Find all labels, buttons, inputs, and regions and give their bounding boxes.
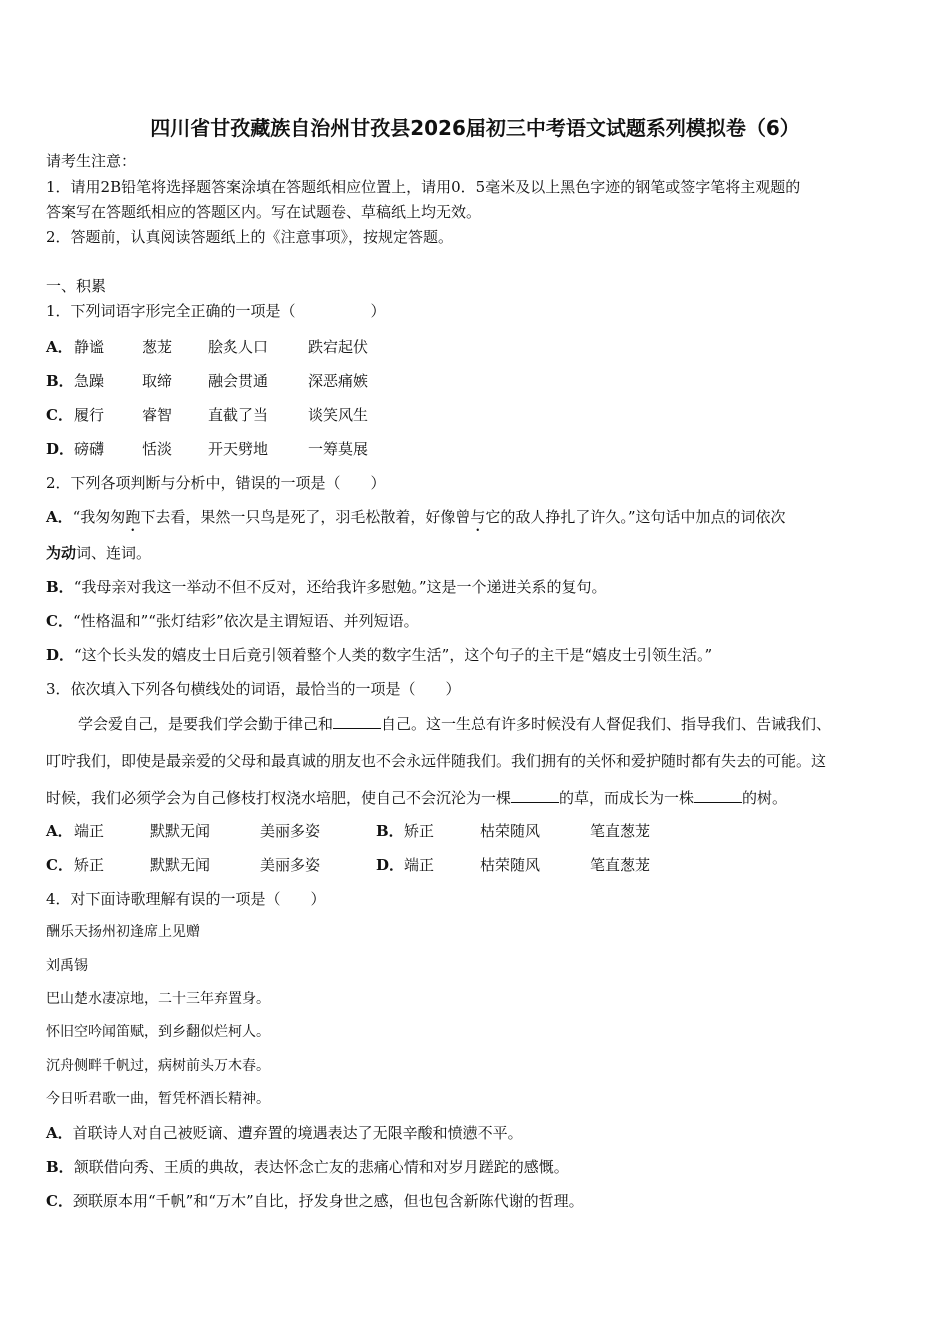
passage-text: 时候，我们必须学会为自己修枝打杈浇水培肥，使自己不会沉沦为一棵 xyxy=(46,789,512,807)
page-title: 四川省甘孜藏族自治州甘孜县2026届初三中考语文试题系列模拟卷（6） xyxy=(150,116,800,140)
option-word: 谈笑风生 xyxy=(308,406,369,424)
option-text: “我匆匆 xyxy=(72,508,126,526)
option-word: 笔直葱茏 xyxy=(590,822,651,840)
option-word: 默默无闻 xyxy=(150,822,211,840)
option-label: D． xyxy=(46,646,75,664)
poem-line-2: 怀旧空吟闻笛赋，到乡翻似烂柯人。 xyxy=(46,1024,270,1040)
passage-text: 学会爱自己，是要我们学会勤于律己和 xyxy=(78,715,334,733)
q2-option-c[interactable] xyxy=(46,611,908,631)
fill-blank[interactable] xyxy=(333,714,381,729)
poem-title: 酬乐天扬州初逢席上见赠 xyxy=(46,924,200,940)
option-label: B． xyxy=(46,372,74,390)
option-text: 它的敌人挣扎了许久。”这句话中加点的词依次 xyxy=(485,508,786,526)
notice-item-1-cont: 答案写在答题纸相应的答题区内。写在试题卷、草稿纸上均无效。 xyxy=(46,203,482,221)
option-word: 睿智 xyxy=(142,406,173,424)
q3-passage-line-3 xyxy=(46,788,908,808)
option-word: 跌宕起伏 xyxy=(308,338,369,356)
notice-heading: 请考生注意： xyxy=(46,152,137,170)
question-1-stem: 1．下列词语字形完全正确的一项是（ ） xyxy=(46,302,386,320)
option-label: B． xyxy=(46,578,74,596)
option-word: 恬淡 xyxy=(142,440,173,458)
q2-option-b[interactable] xyxy=(46,577,908,597)
q4-option-a[interactable] xyxy=(46,1123,908,1143)
option-label: B． xyxy=(376,822,404,840)
q3-options-row-2 xyxy=(46,855,908,875)
option-word: 矫正 xyxy=(404,822,435,840)
notice-item-1: 1．请用2B铅笔将选择题答案涂填在答题纸相应位置上，请用0．5毫米及以上黑色字迹的钢笔或签字笔将主观题的 xyxy=(46,178,801,196)
q1-option-d[interactable] xyxy=(46,439,908,459)
notice-item-2: 2．答题前，认真阅读答题纸上的《注意事项》，按规定答题。 xyxy=(46,228,454,246)
q3-option-d[interactable] xyxy=(376,855,650,875)
option-text: 词、连词。 xyxy=(76,544,152,562)
option-label: A． xyxy=(46,508,73,526)
q3-passage-line-1 xyxy=(46,714,908,734)
q2-option-d[interactable] xyxy=(46,645,908,665)
q3-option-b[interactable] xyxy=(376,821,650,841)
option-word: 一筹莫展 xyxy=(308,440,369,458)
dotted-word: 跑 xyxy=(125,508,141,526)
question-3-stem: 3．依次填入下列各句横线处的词语，最恰当的一项是（ ） xyxy=(46,680,461,698)
option-label: C． xyxy=(46,856,73,874)
option-word: 深恶痛嫉 xyxy=(308,372,369,390)
option-word: 枯荣随风 xyxy=(480,822,541,840)
option-word: 葱茏 xyxy=(142,338,173,356)
option-word: 磅礴 xyxy=(74,440,105,458)
question-2-stem: 2．下列各项判断与分析中，错误的一项是（ ） xyxy=(46,474,386,492)
passage-text: 的树。 xyxy=(742,789,788,807)
poem-line-3: 沉舟侧畔千帆过，病树前头万木春。 xyxy=(46,1058,270,1074)
option-word: 履行 xyxy=(74,406,105,424)
poem-line-1: 巴山楚水凄凉地，二十三年弃置身。 xyxy=(46,991,270,1007)
option-label: C． xyxy=(46,1192,73,1210)
passage-text: 的草，而成长为一株 xyxy=(559,789,695,807)
option-word: 美丽多姿 xyxy=(260,856,321,874)
option-word: 端正 xyxy=(74,822,105,840)
q3-passage-line-2: 叮咛我们，即使是最亲爱的父母和最真诚的朋友也不会永远伴随我们。我们拥有的关怀和爱护随时都有失去的可能。这 xyxy=(46,752,827,770)
option-label: A． xyxy=(46,1124,73,1142)
option-word: 美丽多姿 xyxy=(260,822,321,840)
option-word: 融会贯通 xyxy=(208,372,269,390)
option-word: 枯荣随风 xyxy=(480,856,541,874)
question-4-stem: 4．对下面诗歌理解有误的一项是（ ） xyxy=(46,890,326,908)
q4-option-b[interactable] xyxy=(46,1157,908,1177)
option-word: 静谧 xyxy=(74,338,105,356)
option-text: 首联诗人对自己被贬谪、遭弃置的境遇表达了无限辛酸和愤懑不平。 xyxy=(72,1124,523,1142)
q2-option-a-cont xyxy=(46,543,908,563)
option-word: 急躁 xyxy=(74,372,105,390)
option-label: D． xyxy=(376,856,405,874)
option-label: A． xyxy=(46,822,73,840)
option-text: “这个长头发的嬉皮士日后竟引领着整个人类的数字生活”，这个句子的主干是“嬉皮士引领生活。” xyxy=(74,646,713,664)
fill-blank[interactable] xyxy=(511,788,559,803)
option-label: A． xyxy=(46,338,73,356)
option-label: 为动 xyxy=(46,544,77,562)
option-text: 颔联借向秀、王质的典故，表达怀念亡友的悲痛心情和对岁月蹉跎的感慨。 xyxy=(73,1158,569,1176)
section-heading: 一、积累 xyxy=(46,277,107,295)
option-text: 颈联原本用“千帆”和“万木”自比，抒发身世之感，但也包含新陈代谢的哲理。 xyxy=(72,1192,584,1210)
option-word: 默默无闻 xyxy=(150,856,211,874)
dotted-word: 与 xyxy=(470,508,486,526)
q1-option-a[interactable] xyxy=(46,337,908,357)
option-text: “我母亲对我这一举动不但不反对，还给我许多慰勉。”这是一个递进关系的复句。 xyxy=(73,578,607,596)
option-word: 脍炙人口 xyxy=(208,338,269,356)
option-text: 下去看，果然一只鸟是死了，羽毛松散着，好像曾 xyxy=(140,508,471,526)
option-word: 直截了当 xyxy=(208,406,269,424)
option-word: 矫正 xyxy=(74,856,105,874)
option-word: 笔直葱茏 xyxy=(590,856,651,874)
fill-blank[interactable] xyxy=(694,788,742,803)
option-label: B． xyxy=(46,1158,74,1176)
q3-option-c[interactable] xyxy=(46,855,376,875)
option-label: D． xyxy=(46,440,75,458)
q1-option-c[interactable] xyxy=(46,405,908,425)
poem-line-4: 今日听君歌一曲，暂凭杯酒长精神。 xyxy=(46,1091,270,1107)
option-label: C． xyxy=(46,406,73,424)
option-label: C． xyxy=(46,612,73,630)
option-word: 端正 xyxy=(404,856,435,874)
q2-option-a[interactable] xyxy=(46,507,908,535)
q4-option-c[interactable] xyxy=(46,1191,908,1211)
poem-author: 刘禹锡 xyxy=(46,958,88,974)
q3-option-a[interactable] xyxy=(46,821,376,841)
q1-option-b[interactable] xyxy=(46,371,908,391)
option-text: “性格温和”“张灯结彩”依次是主谓短语、并列短语。 xyxy=(72,612,419,630)
passage-text: 自己。这一生总有许多时候没有人督促我们、指导我们、告诫我们、 xyxy=(381,715,832,733)
option-word: 取缔 xyxy=(142,372,173,390)
option-word: 开天劈地 xyxy=(208,440,269,458)
q3-options-row-1 xyxy=(46,821,908,841)
